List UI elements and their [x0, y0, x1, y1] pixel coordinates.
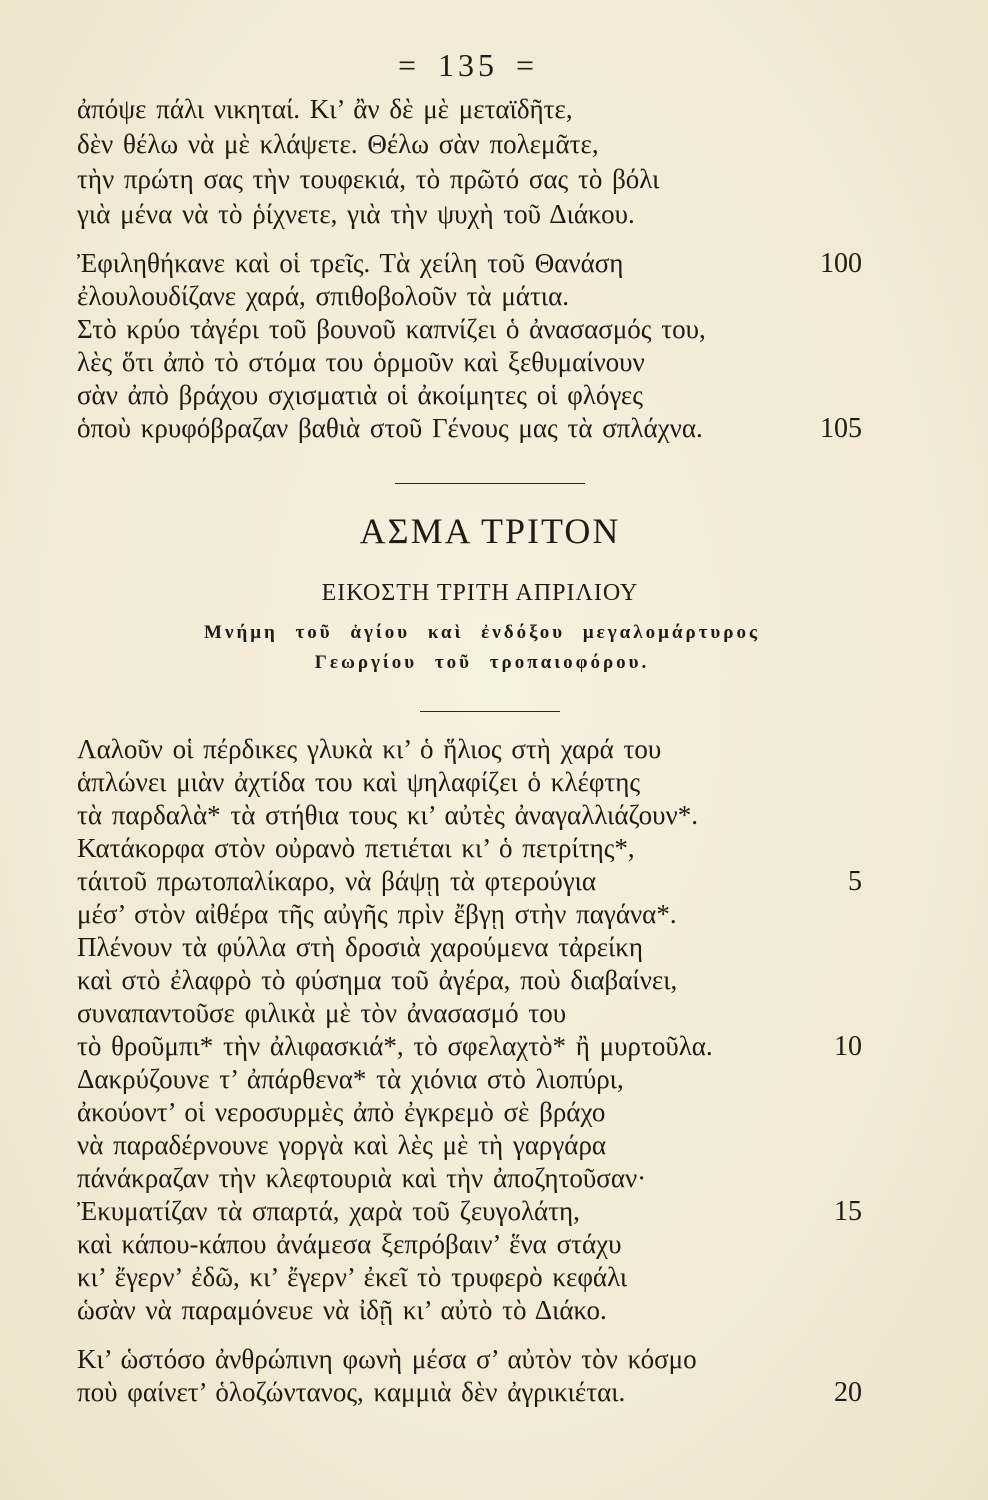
verse-line: [77, 997, 862, 1030]
verse-line: [77, 766, 862, 799]
verse-text: ποὺ φαίνετ’ ὁλοζώντανος, καμμιὰ δὲν ἀγρικιέται.: [77, 1377, 626, 1407]
verse-line: [77, 931, 862, 964]
dedication-line: Μνήμη τοῦ ἁγίου καὶ ἐνδόξου μεγαλομάρτυρος: [204, 622, 760, 643]
verse-line: [77, 197, 862, 232]
verse-text: δὲν θέλω νὰ μὲ κλάψετε. Θέλω σὰν πολεμᾶτε,: [77, 129, 599, 159]
verse-line: [77, 1195, 862, 1228]
verse-text: ὡσὰν νὰ παραμόνευε νὰ ἰδῇ κι’ αὐτὸ τὸ Διάκο.: [77, 1295, 607, 1325]
verse-line: [77, 1294, 862, 1327]
top-stanza-2: [77, 247, 862, 445]
verse-text: γιὰ μένα νὰ τὸ ῥίχνετε, γιὰ τὴν ψυχὴ τοῦ Διάκου.: [77, 199, 635, 229]
verse-text: πάνάκραζαν τὴν κλεφτουριὰ καὶ τὴν ἀποζητοῦσαν·: [77, 1163, 647, 1193]
verse-text: Λαλοῦν οἱ πέρδικες γλυκὰ κι’ ὁ ἥλιος στὴ χαρά του: [77, 734, 662, 764]
verse-line: [77, 733, 862, 766]
verse-text: Δακρύζουνε τ’ ἀπάρθενα* τὰ χιόνια στὸ λιοπύρι,: [77, 1064, 624, 1094]
verse-line: [77, 1030, 862, 1063]
verse-line: [77, 898, 862, 931]
verse-line: [77, 1376, 862, 1409]
verse-text: καὶ κάπου-κάπου ἀνάμεσα ξεπρόβαιν’ ἕνα στάχυ: [77, 1229, 622, 1259]
verse-text: ἀκούοντ’ οἱ νεροσυρμὲς ἀπὸ ἐγκρεμὸ σὲ βράχο: [77, 1097, 606, 1127]
verse-line: [77, 865, 862, 898]
verse-line: [77, 1063, 862, 1096]
verse-line: [77, 832, 862, 865]
verse-line: [77, 162, 862, 197]
page-number: = 135 =: [397, 47, 539, 83]
verse-text: Ἐφιληθήκανε καὶ οἱ τρεῖς. Τὰ χείλη τοῦ Θανάση: [77, 248, 624, 278]
line-number: 105: [820, 413, 862, 444]
verse-text: Στὸ κρύο τἀγέρι τοῦ βουνοῦ καπνίζει ὁ ἀνασασμός του,: [77, 314, 706, 344]
verse-text: Κι’ ὡστόσο ἀνθρώπινη φωνὴ μέσα σ’ αὐτὸν τὸν κόσμο: [77, 1344, 697, 1374]
song-stanza-2: [77, 1343, 862, 1409]
verse-line: [77, 1228, 862, 1261]
line-number: 15: [834, 1196, 862, 1227]
song-stanza-1: [77, 733, 862, 1327]
verse-line: [77, 1343, 862, 1376]
verse-text: τὴν πρώτη σας τὴν τουφεκιά, τὸ πρῶτό σας τὸ βόλι: [77, 164, 660, 194]
verse-text: συναπαντοῦσε φιλικὰ μὲ τὸν ἀνασασμό του: [77, 998, 567, 1028]
verse-text: Πλένουν τὰ φύλλα στὴ δροσιὰ χαρούμενα τἀρείκη: [77, 932, 644, 962]
verse-line: [77, 1096, 862, 1129]
verse-text: ἀπόψε πάλι νικηταί. Κι’ ἂν δὲ μὲ μεταϊδῆτε,: [77, 94, 573, 124]
verse-text: τάιτοῦ πρωτοπαλίκαρο, νὰ βάψῃ τὰ φτερούγια: [77, 866, 597, 896]
verse-line: [77, 280, 862, 313]
verse-text: ἐλουλουδίζανε χαρά, σπιθοβολοῦν τὰ μάτια.: [77, 281, 569, 311]
song-dedication: [0, 618, 964, 678]
verse-line: [77, 964, 862, 997]
verse-text: νὰ παραδέρνουνε γοργὰ καὶ λὲς μὲ τὴ γαργάρα: [77, 1130, 607, 1160]
line-number: 100: [820, 248, 862, 279]
top-stanza-1: [77, 92, 862, 232]
line-number: 10: [834, 1031, 862, 1062]
verse-line: [77, 799, 862, 832]
verse-text: τὸ θροῦμπι* τὴν ἀλιφασκιά*, τὸ σφελαχτὸ* ἢ μυρτοῦλα.: [77, 1031, 713, 1061]
line-number: 5: [848, 866, 862, 897]
verse-line: [77, 1129, 862, 1162]
song-title: ΑΣΜΑ ΤΡΙΤΟΝ: [359, 511, 621, 551]
verse-line: [77, 1162, 862, 1195]
verse-text: κι’ ἔγερν’ ἐδῶ, κι’ ἔγερν’ ἐκεῖ τὸ τρυφερὸ κεφάλι: [77, 1262, 628, 1292]
song-subtitle: ΕΙΚΟΣΤΗ ΤΡΙΤΗ ΑΠΡΙΛΙΟΥ: [321, 580, 639, 606]
section-divider: [420, 711, 560, 712]
verse-text: λὲς ὅτι ἀπὸ τὸ στόμα του ὁρμοῦν καὶ ξεθυμαίνουν: [77, 347, 645, 377]
verse-text: Ἐκυματίζαν τὰ σπαρτά, χαρὰ τοῦ ζευγολάτη,: [77, 1196, 580, 1226]
verse-text: σὰν ἀπὸ βράχου σχισματιὰ οἱ ἀκοίμητες οἱ φλόγες: [77, 380, 643, 410]
verse-text: τὰ παρδαλὰ* τὰ στήθια τους κι’ αὐτὲς ἀναγαλλιάζουν*.: [77, 800, 698, 830]
verse-text: Κατάκορφα στὸν οὐρανὸ πετιέται κι’ ὁ πετρίτης*,: [77, 833, 635, 863]
verse-line: [77, 379, 862, 412]
verse-line: [77, 247, 862, 280]
verse-text: μέσ’ στὸν αἰθέρα τῆς αὐγῆς πρὶν ἔβγῃ στὴν παγάνα*.: [77, 899, 677, 929]
verse-line: [77, 92, 862, 127]
verse-line: [77, 412, 862, 445]
verse-line: [77, 127, 862, 162]
section-divider: [395, 483, 585, 484]
line-number: 20: [834, 1377, 862, 1408]
verse-line: [77, 1261, 862, 1294]
dedication-line: Γεωργίου τοῦ τροπαιοφόρου.: [314, 652, 650, 673]
verse-line: [77, 346, 862, 379]
verse-text: καὶ στὸ ἐλαφρὸ τὸ φύσημα τοῦ ἀγέρα, ποὺ διαβαίνει,: [77, 965, 678, 995]
verse-line: [77, 313, 862, 346]
verse-text: ἁπλώνει μιὰν ἀχτίδα του καὶ ψηλαφίζει ὁ κλέφτης: [77, 767, 641, 797]
verse-text: ὁποὺ κρυφόβραζαν βαθιὰ στοῦ Γένους μας τὰ σπλάχνα.: [77, 413, 703, 443]
